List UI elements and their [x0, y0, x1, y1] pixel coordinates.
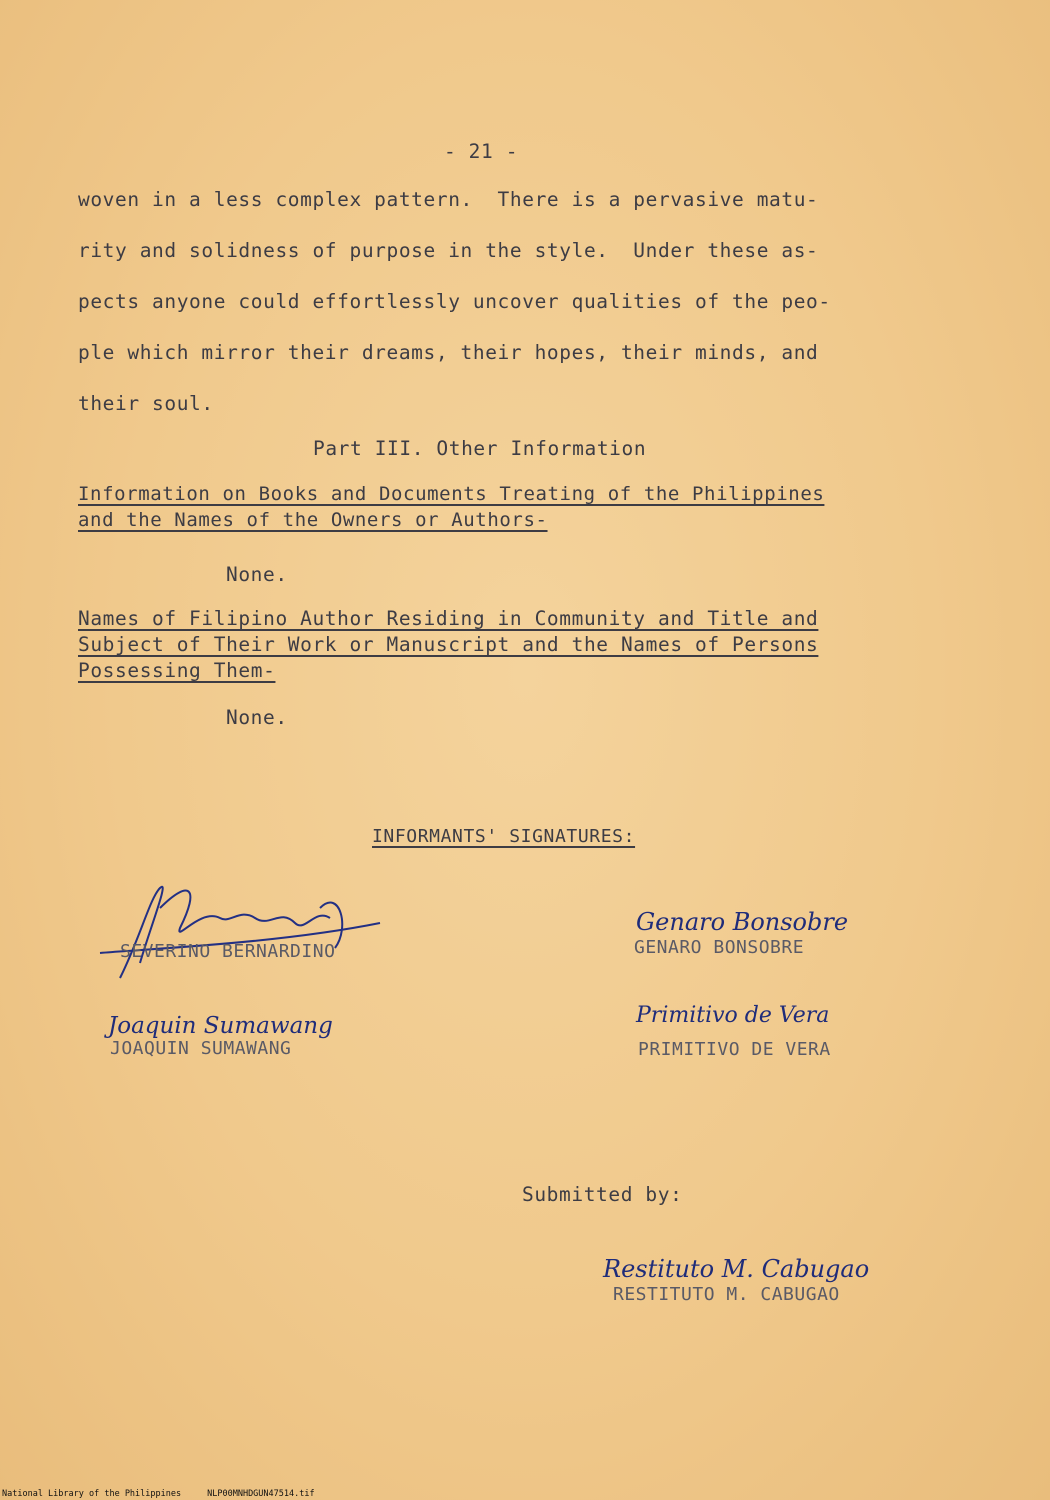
paragraph-line: their soul. — [78, 392, 214, 415]
informant-signature-handwritten: Primitivo de Vera — [636, 1003, 830, 1028]
informant-name-typed: JOAQUIN SUMAWANG — [110, 1038, 292, 1059]
paragraph-line: pects anyone could effortlessly uncover qualities of the peo- — [78, 290, 831, 313]
submitter-signature-handwritten: Restituto M. Cabugao — [603, 1255, 870, 1283]
section-heading-line: Possessing Them- — [78, 659, 276, 682]
informant-name-typed: GENARO BONSOBRE — [634, 937, 805, 958]
section-answer: None. — [226, 706, 288, 729]
informant-signature-handwritten: Genaro Bonsobre — [636, 908, 849, 936]
informant-name-typed: SEVERINO BERNARDINO — [120, 941, 336, 962]
part-title: Part III. Other Information — [313, 437, 647, 460]
section-answer: None. — [226, 563, 288, 586]
informant-signature-handwritten: Joaquin Sumawang — [108, 1013, 333, 1039]
footer-library: National Library of the Philippines — [2, 1489, 182, 1499]
section-heading-line: and the Names of the Owners or Authors- — [78, 509, 548, 531]
submitted-by-label: Submitted by: — [522, 1183, 683, 1206]
page-number: - 21 - — [444, 140, 519, 163]
section-heading-line: Information on Books and Documents Treating of the Philippines — [78, 483, 825, 505]
section-heading-line: Names of Filipino Author Residing in Community and Title and — [78, 607, 819, 630]
section-heading-line: Subject of Their Work or Manuscript and the Names of Persons — [78, 633, 819, 656]
signature-scribble-bernardino — [80, 868, 410, 998]
informant-name-typed: PRIMITIVO DE VERA — [638, 1039, 831, 1060]
paragraph-line: woven in a less complex pattern. There is a pervasive matu- — [78, 188, 819, 211]
paragraph-line: ple which mirror their dreams, their hopes, their minds, and — [78, 341, 819, 364]
paragraph-line: rity and solidness of purpose in the style. Under these as- — [78, 239, 819, 262]
signatures-heading: INFORMANTS' SIGNATURES: — [372, 826, 636, 847]
scan-footer — [2, 1489, 341, 1499]
footer-file: NLP00MNHDGUN47514.tif — [207, 1489, 315, 1499]
submitter-name-typed: RESTITUTO M. CABUGAO — [613, 1284, 840, 1305]
